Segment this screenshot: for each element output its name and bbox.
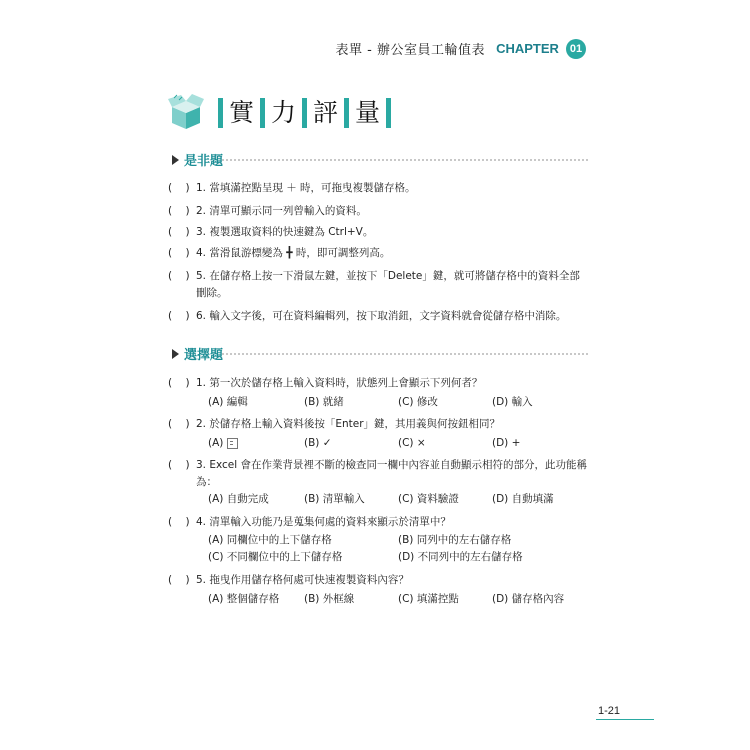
banner-title: [212, 93, 397, 133]
mc-section-title: 選擇題: [184, 348, 224, 363]
tf-section-title: 是非題: [184, 154, 224, 169]
option-c: (C) ×: [398, 437, 426, 449]
answer-blank: ( ): [168, 377, 190, 389]
page-number-rule: [596, 719, 654, 720]
section-arrow-icon: [172, 155, 179, 165]
answer-blank: ( ): [168, 182, 190, 194]
open-box-icon: [168, 93, 204, 131]
question-text: 2. 清單可顯示同一列曾輸入的資料。: [196, 205, 367, 217]
insert-function-icon: [227, 438, 238, 449]
option-d: (D) +: [492, 437, 521, 449]
option-a: (A) 整個儲存格: [208, 593, 280, 605]
banner-divider: [344, 98, 349, 128]
answer-blank: ( ): [168, 226, 190, 238]
header-title: 表單 - 辦公室員工輪值表: [335, 43, 485, 58]
question-text: 5. 拖曳作用儲存格何處可快速複製資料內容？: [196, 574, 409, 586]
option-d: (D) 儲存格內容: [492, 593, 565, 605]
banner-divider: [260, 98, 265, 128]
option-a: (A) 同欄位中的上下儲存格: [208, 534, 332, 546]
banner-divider: [302, 98, 307, 128]
section-rule: [222, 353, 588, 355]
option-a-label: (A): [208, 437, 224, 449]
banner-char: 力: [271, 98, 297, 127]
answer-blank: ( ): [168, 516, 190, 528]
answer-blank: ( ): [168, 205, 190, 217]
question-text: 4. 清單輸入功能乃是蒐集何處的資料來顯示於清單中？: [196, 516, 451, 528]
answer-blank: ( ): [168, 459, 190, 471]
option-b: (B) 就緒: [304, 396, 344, 408]
answer-blank: ( ): [168, 310, 190, 322]
question-text: 6. 輸入文字後，可在資料編輯列，按下取消鈕，文字資料就會從儲存格中消除。: [196, 310, 567, 322]
question-text: 4. 當滑鼠游標變為 ╋ 時，即可調整列高。: [196, 247, 391, 259]
banner-char: 量: [355, 98, 381, 127]
section-rule: [222, 159, 588, 161]
banner-char: 實: [229, 98, 255, 127]
option-a: (A) 編輯: [208, 396, 248, 408]
option-d: (D) 輸入: [492, 396, 533, 408]
banner-char: 評: [313, 98, 339, 127]
section-arrow-icon: [172, 349, 179, 359]
question-text: 2. 於儲存格上輸入資料後按「Enter」鍵，其用義與何按鈕相同？: [196, 418, 501, 430]
option-c: (C) 不同欄位中的上下儲存格: [208, 551, 343, 563]
option-c: (C) 填滿控點: [398, 593, 459, 605]
answer-blank: ( ): [168, 270, 190, 282]
answer-blank: ( ): [168, 574, 190, 586]
chapter-number-badge: 01: [566, 39, 586, 59]
option-c: (C) 修改: [398, 396, 438, 408]
option-b: (B) 清單輸入: [304, 493, 365, 505]
answer-blank: ( ): [168, 418, 190, 430]
question-text: 3. Excel 會在作業背景裡不斷的檢查同一欄中內容並自動顯示相符的部分，此功能稱為：: [196, 459, 588, 488]
running-header: [0, 38, 586, 59]
option-c: (C) 資料驗證: [398, 493, 459, 505]
question-text: 3. 複製選取資料的快速鍵為 Ctrl+V。: [196, 226, 374, 238]
option-b: (B) ✓: [304, 437, 332, 449]
option-b: (B) 同列中的左右儲存格: [398, 534, 512, 546]
option-a: [208, 435, 238, 452]
question-text: 5. 在儲存格上按一下滑鼠左鍵，並按下「Delete」鍵，就可將儲存格中的資料全部刪除。: [196, 270, 580, 299]
banner-divider: [386, 98, 391, 128]
question-text: 1. 第一次於儲存格上輸入資料時，狀態列上會顯示下列何者？: [196, 377, 483, 389]
option-a: (A) 自動完成: [208, 493, 269, 505]
answer-blank: ( ): [168, 247, 190, 259]
option-d: (D) 不同列中的左右儲存格: [398, 551, 523, 563]
question-text: 1. 當填滿控點呈現 ＋ 時，可拖曳複製儲存格。: [196, 182, 416, 194]
page-number: 1-21: [598, 705, 621, 717]
banner-divider: [218, 98, 223, 128]
chapter-label: CHAPTER: [496, 41, 559, 56]
option-b: (B) 外框線: [304, 593, 355, 605]
option-d: (D) 自動填滿: [492, 493, 554, 505]
